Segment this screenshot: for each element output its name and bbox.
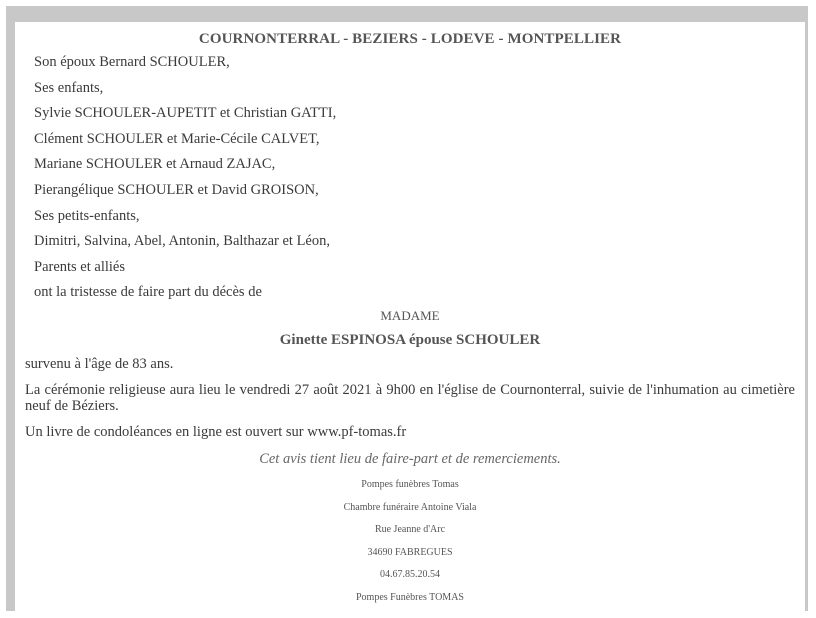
funeral-home-info — [15, 474, 805, 610]
deceased-name: Ginette ESPINOSA épouse SCHOULER — [279, 331, 541, 348]
family-line: ont la tristesse de faire part du décès de — [34, 284, 262, 301]
family-line: Dimitri, Salvina, Abel, Antonin, Balthazar et Léon, — [34, 233, 330, 250]
deceased-honorific: MADAME — [380, 307, 440, 323]
location-title: COURNONTERRAL - BEZIERS - LODEVE - MONTPELLIER — [198, 31, 622, 47]
family-line: Pierangélique SCHOULER et David GROISON, — [34, 181, 319, 198]
condolences-text: Un livre de condoléances en ligne est ouvert sur www.pf-tomas.fr — [25, 423, 407, 440]
family-line: Parents et alliés — [34, 258, 126, 275]
funeral-home-line: Rue Jeanne d'Arc — [374, 524, 446, 536]
age-text: survenu à l'âge de 83 ans. — [25, 355, 174, 372]
ceremony-text: La cérémonie religieuse aura lieu le vendredi 27 août 2021 à 9h00 en l'église de Cournonterral, suivie de l'inhumation au cimetière neuf de Béziers. — [25, 381, 795, 414]
funeral-home-line: 04.67.85.20.54 — [380, 569, 440, 581]
family-list — [15, 50, 805, 306]
family-line: Ses petits-enfants, — [34, 207, 140, 224]
obituary-notice — [15, 22, 805, 614]
funeral-home-line: Pompes Funèbres TOMAS — [356, 591, 464, 603]
notice-frame — [6, 6, 808, 611]
funeral-home-line: Chambre funéraire Antoine Viala — [343, 501, 477, 513]
family-line: Ses enfants, — [34, 79, 104, 96]
funeral-home-line: Pompes funèbres Tomas — [361, 478, 459, 490]
funeral-home-line: 34690 FABREGUES — [367, 546, 453, 558]
family-line: Son époux Bernard SCHOULER, — [34, 54, 230, 70]
family-line: Sylvie SCHOULER-AUPETIT et Christian GATTI, — [34, 105, 337, 122]
notice-text: Cet avis tient lieu de faire-part et de remerciements. — [259, 450, 561, 467]
family-line: Clément SCHOULER et Marie-Cécile CALVET, — [34, 130, 320, 147]
family-line: Mariane SCHOULER et Arnaud ZAJAC, — [34, 156, 276, 173]
